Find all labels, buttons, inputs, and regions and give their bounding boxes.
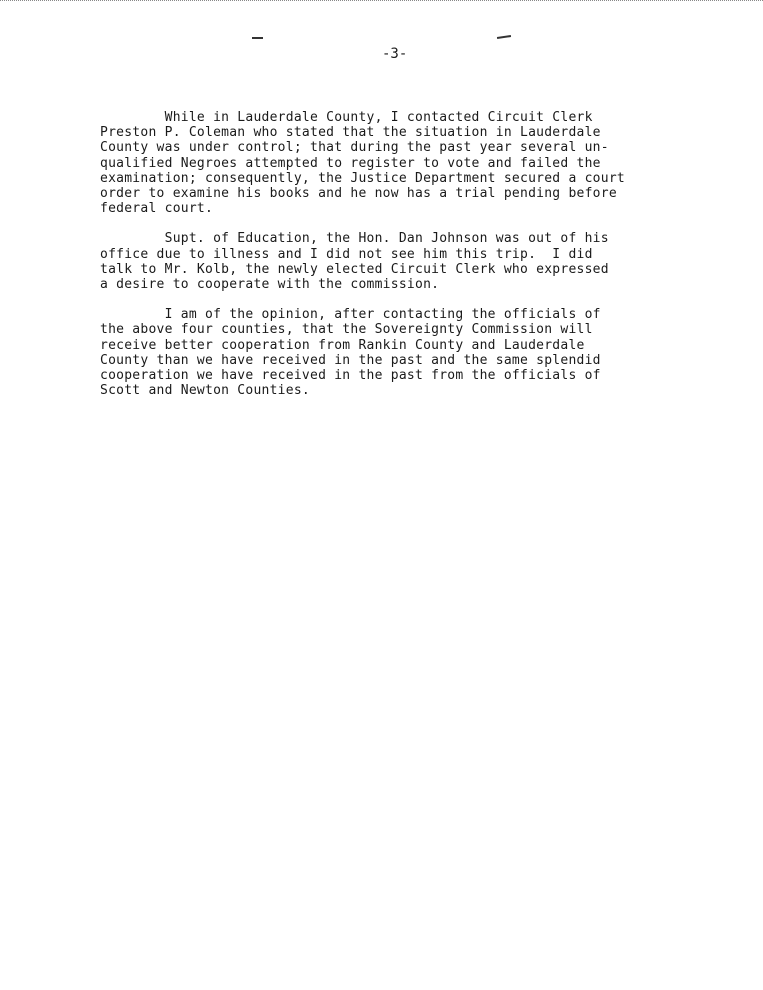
text-line: While in Lauderdale County, I contacted Circuit Clerk	[100, 110, 593, 125]
text-line: County than we have received in the past and the same splendid	[100, 352, 601, 368]
text-line: examination; consequently, the Justice Department secured a court	[100, 170, 625, 186]
scan-mark-left	[252, 37, 263, 39]
paragraph-supt-education	[100, 231, 700, 292]
text-line: a desire to cooperate with the commission.	[100, 277, 440, 293]
text-line: Scott and Newton Counties.	[100, 383, 310, 399]
text-line: order to examine his books and he now has a trial pending before	[100, 186, 617, 202]
scan-mark-right	[497, 35, 511, 39]
text-line: federal court.	[100, 201, 214, 217]
text-line: County was under control; that during the past year several un-	[100, 140, 609, 156]
paragraph-opinion	[100, 307, 700, 398]
text-line: qualified Negroes attempted to register to vote and failed the	[100, 155, 601, 171]
text-line: Supt. of Education, the Hon. Dan Johnson was out of his	[100, 231, 609, 247]
page-number: -3-	[382, 46, 408, 62]
text-line: talk to Mr. Kolb, the newly elected Circuit Clerk who expressed	[100, 261, 609, 277]
text-line: Preston P. Coleman who stated that the situation in Lauderdale	[100, 125, 601, 141]
text-line: cooperation we have received in the past from the officials of	[100, 368, 601, 384]
page-top-edge	[0, 0, 763, 1]
text-line: office due to illness and I did not see him this trip. I did	[100, 246, 593, 262]
text-line: receive better cooperation from Rankin County and Lauderdale	[100, 337, 585, 353]
text-line: I am of the opinion, after contacting the officials of	[100, 307, 601, 323]
paragraph-lauderdale-clerk	[100, 110, 700, 216]
text-line: the above four counties, that the Sovereignty Commission will	[100, 322, 593, 338]
letter-body	[100, 110, 700, 413]
